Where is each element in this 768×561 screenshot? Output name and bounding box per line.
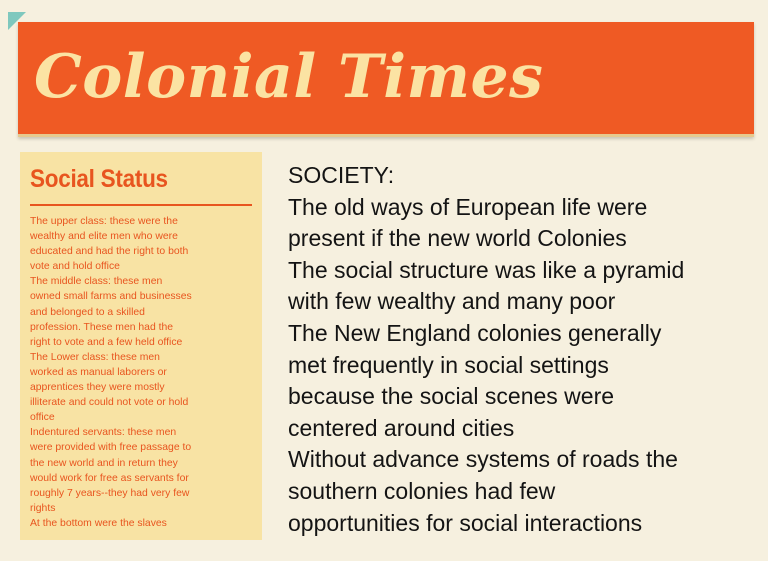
social-status-panel — [20, 152, 262, 540]
social-status-line: and belonged to a skilled — [30, 306, 145, 318]
social-status-line: office — [30, 412, 55, 424]
page-title: Colonial Times — [34, 42, 544, 112]
heading-divider — [30, 204, 252, 206]
social-status-line: rights — [30, 502, 56, 514]
society-line: with few wealthy and many poor — [288, 288, 616, 315]
social-status-line: Indentured servants: these men — [30, 427, 177, 439]
society-line: Without advance systems of roads the — [288, 446, 678, 473]
society-heading: SOCIETY: — [288, 162, 395, 188]
social-status-text — [30, 214, 250, 531]
society-line: centered around cities — [288, 414, 515, 441]
social-status-line: illiterate and could not vote or hold — [30, 397, 189, 409]
social-status-line: vote and hold office — [30, 261, 120, 273]
social-status-heading: Social Status — [30, 165, 168, 193]
society-text-block — [288, 160, 758, 539]
social-status-line: apprentices they were mostly — [30, 382, 165, 394]
social-status-line: worked as manual laborers or — [30, 366, 167, 378]
title-banner — [18, 22, 754, 137]
society-line: opportunities for social interactions — [288, 509, 643, 536]
social-status-line: The middle class: these men — [30, 276, 163, 288]
social-status-line: The Lower class: these men — [30, 351, 160, 363]
social-status-line: right to vote and a few held office — [30, 336, 183, 348]
social-status-line: were provided with free passage to — [30, 442, 192, 454]
social-status-line: would work for free as servants for — [30, 472, 189, 484]
social-status-line: wealthy and elite men who were — [30, 231, 178, 243]
society-line: The social structure was like a pyramid — [288, 256, 685, 283]
social-status-line: the new world and in return they — [30, 457, 178, 469]
social-status-line: educated and had the right to both — [30, 246, 189, 258]
social-status-line: profession. These men had the — [30, 321, 174, 333]
society-line: present if the new world Colonies — [288, 225, 627, 252]
social-status-line: At the bottom were the slaves — [30, 517, 167, 529]
social-status-line: roughly 7 years--they had very few — [30, 487, 190, 499]
society-line: The New England colonies generally — [288, 319, 662, 346]
social-status-line: owned small farms and businesses — [30, 291, 192, 303]
social-status-line: The upper class: these were the — [30, 216, 178, 227]
society-line: because the social scenes were — [288, 383, 615, 410]
society-line: southern colonies had few — [288, 477, 556, 504]
society-line: met frequently in social settings — [288, 351, 609, 378]
society-line: The old ways of European life were — [288, 193, 648, 220]
